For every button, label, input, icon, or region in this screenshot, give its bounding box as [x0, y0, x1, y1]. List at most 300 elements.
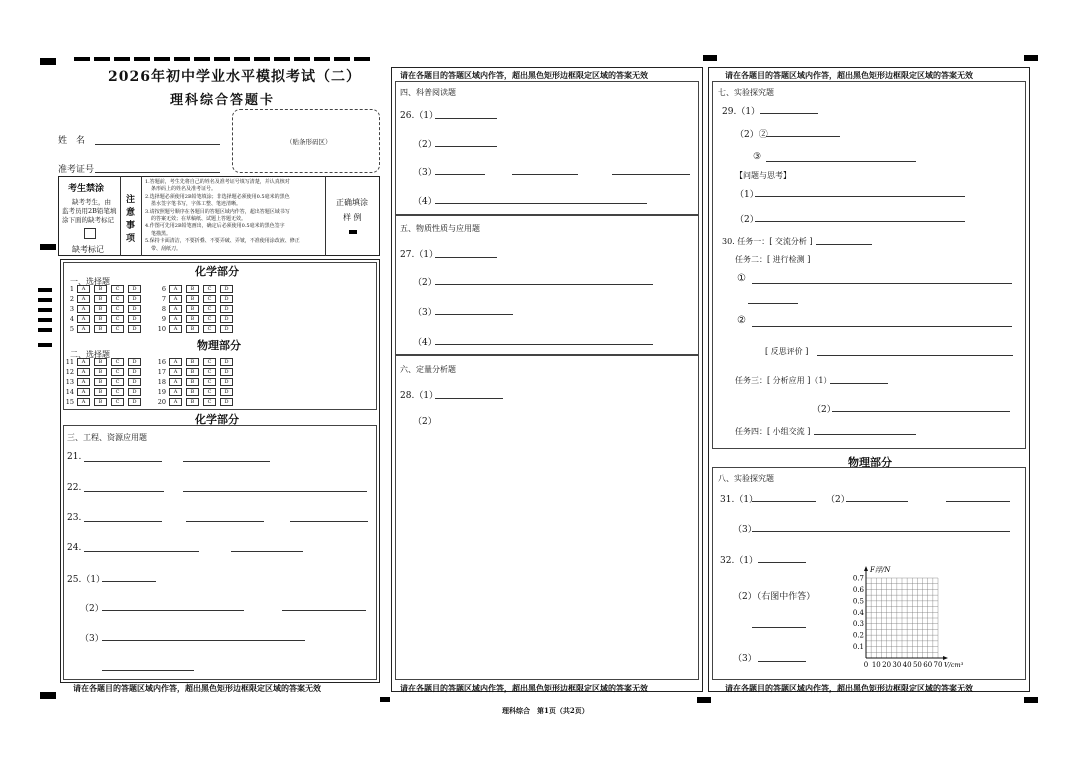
mc-option-bubble[interactable]: C	[203, 325, 216, 333]
y-axis-label: F浮/N	[870, 566, 891, 574]
mc-option-bubble[interactable]: B	[186, 305, 199, 313]
q29-part2-label: （2）②	[735, 130, 768, 140]
x-tick-label: 20	[882, 661, 892, 669]
q26-part4-label: （4）	[413, 197, 437, 207]
mc-option-bubble[interactable]: C	[203, 388, 216, 396]
mc-option-bubble[interactable]: A	[169, 358, 182, 366]
mc-option-bubble[interactable]: B	[94, 358, 107, 366]
q25-part2-label: （2）	[80, 604, 104, 614]
mc-option-bubble[interactable]: A	[77, 285, 90, 293]
section-3-box	[63, 425, 377, 680]
mc-option-bubble[interactable]: C	[111, 378, 124, 386]
mc-question-number: 20	[157, 398, 166, 406]
warning-text: 请在各题目的答题区域内作答，超出黑色矩形边框限定区域的答案无效	[73, 683, 321, 693]
check-2-label: ②	[737, 315, 746, 326]
q21-blank-1[interactable]	[84, 461, 162, 462]
q30-label: 30. 任务一：[ 交流分析 ]	[722, 237, 813, 246]
q24-label: 24.	[67, 543, 82, 553]
barcode-label: （贴条形码区）	[286, 138, 332, 146]
q26-blank-6[interactable]	[435, 203, 647, 204]
mc-option-bubble[interactable]: A	[169, 305, 182, 313]
mc-question-number: 17	[157, 368, 166, 376]
x-tick-label: 10	[871, 661, 881, 669]
mc-option-bubble[interactable]: A	[77, 315, 90, 323]
registration-mark	[40, 244, 56, 250]
mc-option-bubble[interactable]: D	[220, 315, 233, 323]
chemistry-title: 化学部分	[195, 265, 239, 278]
mc-question-number: 7	[161, 295, 166, 303]
mc-option-bubble[interactable]: A	[77, 398, 90, 406]
mc-question-number: 10	[157, 325, 166, 333]
mc-question-number: 12	[65, 368, 74, 376]
name-label: 姓 名	[58, 136, 86, 146]
mc-option-bubble[interactable]: C	[111, 368, 124, 376]
x-tick-label: 0	[863, 661, 869, 669]
mc-option-bubble[interactable]: C	[203, 358, 216, 366]
q25-part3-label: （3）	[80, 634, 104, 644]
q27-blank-2[interactable]	[435, 284, 653, 285]
task3-part2-label: （2）	[812, 405, 836, 415]
absent-text: 缺考考生，由	[72, 198, 111, 206]
q27-part3-label: （3）	[413, 308, 437, 318]
section-7-title: 七、实验探究题	[718, 88, 774, 97]
timing-mark	[38, 318, 52, 322]
absent-text: 涂下面的缺考标记	[62, 216, 114, 224]
task3-blank-2[interactable]	[832, 411, 1010, 412]
q29-label: 29.（1）	[722, 107, 761, 117]
q27-blank-4[interactable]	[435, 344, 653, 345]
mc-option-bubble[interactable]: B	[186, 358, 199, 366]
mc-option-bubble[interactable]: A	[77, 358, 90, 366]
mc-question-row	[152, 285, 237, 294]
absent-checkbox[interactable]	[84, 228, 96, 239]
q21-blank-2[interactable]	[183, 461, 270, 462]
reflect-part1-label: （1）	[735, 190, 759, 200]
mc-option-bubble[interactable]: B	[94, 305, 107, 313]
mc-option-bubble[interactable]: B	[94, 315, 107, 323]
x-axis-label: V/cm³	[944, 661, 964, 669]
x-tick-label: 70	[933, 661, 943, 669]
mc-option-bubble[interactable]: C	[111, 388, 124, 396]
q31-part3-label: （3）	[733, 525, 757, 535]
mc-question-row	[60, 398, 145, 407]
mc-option-bubble[interactable]: D	[220, 378, 233, 386]
mc-option-bubble[interactable]: A	[169, 368, 182, 376]
x-tick-label: 60	[923, 661, 933, 669]
mc-option-bubble[interactable]: C	[203, 285, 216, 293]
x-tick-label: 30	[892, 661, 902, 669]
section-5-box	[395, 215, 699, 355]
registration-mark	[40, 58, 56, 65]
mc-option-bubble[interactable]: D	[128, 398, 141, 406]
check-blank-1[interactable]	[752, 283, 1012, 284]
mc-question-row	[152, 358, 237, 367]
mc-question-row	[152, 305, 237, 314]
mc-option-bubble[interactable]: B	[94, 285, 107, 293]
check-blank-2[interactable]	[748, 303, 798, 304]
mc-option-bubble[interactable]: B	[186, 398, 199, 406]
mc-option-bubble[interactable]: D	[220, 285, 233, 293]
mc-option-bubble[interactable]: A	[169, 378, 182, 386]
section-3-title: 三、工程、资源应用题	[67, 433, 147, 442]
mc-option-bubble[interactable]: B	[94, 388, 107, 396]
note-line: 1.答题前，考生先将自己的姓名及准考证号填写清楚，并认真核对	[145, 179, 290, 185]
q28-part2-label: （2）	[413, 417, 437, 427]
q25-label: 25.（1）	[67, 575, 106, 585]
timing-mark	[38, 288, 52, 292]
absent-title: 考生禁涂	[68, 184, 105, 194]
registration-mark	[703, 55, 717, 61]
timing-dash	[74, 57, 90, 61]
fill-example-label: 正确填涂	[336, 198, 368, 207]
mc-option-bubble[interactable]: B	[94, 378, 107, 386]
timing-dash	[194, 57, 210, 61]
mc-question-row	[60, 315, 145, 324]
mc-question-number: 14	[65, 388, 74, 396]
timing-dash	[314, 57, 330, 61]
mc-option-bubble[interactable]: B	[186, 368, 199, 376]
mc-option-bubble[interactable]: B	[94, 368, 107, 376]
mc-question-number: 13	[65, 378, 74, 386]
timing-dash	[334, 57, 350, 61]
mc-question-number: 4	[69, 315, 74, 323]
mc-question-number: 5	[69, 325, 74, 333]
mc-option-bubble[interactable]: D	[128, 325, 141, 333]
section-2-title: 二、选择题	[70, 350, 110, 359]
mc-option-bubble[interactable]: D	[220, 325, 233, 333]
mc-question-number: 16	[157, 358, 166, 366]
buoyancy-graph[interactable]	[840, 563, 964, 669]
q26-blank-4[interactable]	[512, 174, 578, 175]
mc-option-bubble[interactable]: C	[111, 325, 124, 333]
q27-label: 27.（1）	[400, 250, 439, 260]
warning-text: 请在各题目的答题区域内作答，超出黑色矩形边框限定区域的答案无效	[400, 70, 648, 80]
section-1-title: 一、选择题	[70, 277, 110, 286]
task3-label: 任务三：[ 分析应用 ]（1）	[735, 376, 832, 385]
timing-dash	[154, 57, 170, 61]
mc-option-bubble[interactable]: C	[203, 398, 216, 406]
mc-option-bubble[interactable]: C	[203, 378, 216, 386]
registration-mark	[380, 697, 390, 702]
mc-option-bubble[interactable]: A	[169, 325, 182, 333]
mc-option-bubble[interactable]: D	[220, 388, 233, 396]
mc-option-bubble[interactable]: D	[220, 358, 233, 366]
q26-blank-2[interactable]	[435, 146, 497, 147]
divider	[141, 176, 142, 256]
y-tick-label: 0.3	[852, 620, 864, 629]
mc-question-number: 6	[161, 285, 166, 293]
q27-blank-3[interactable]	[435, 314, 513, 315]
mc-question-row	[152, 315, 237, 324]
q23-blank-3[interactable]	[290, 521, 368, 522]
mc-option-bubble[interactable]: A	[169, 398, 182, 406]
timing-dash	[234, 57, 250, 61]
note-line: 的答案无效；在草稿纸、试题上答题无效。	[151, 216, 247, 223]
mc-question-row	[60, 325, 145, 334]
mc-option-bubble[interactable]: A	[77, 325, 90, 333]
q22-blank-1[interactable]	[84, 491, 164, 492]
mc-option-bubble[interactable]: B	[186, 295, 199, 303]
mc-question-row	[60, 378, 145, 387]
x-axis-arrow	[943, 656, 948, 660]
exam-title: 2026年初中学业水平模拟考试（二）	[108, 69, 361, 85]
note-line: 带、刮纸刀。	[151, 245, 182, 252]
physics-title-right: 物理部分	[848, 456, 892, 469]
mc-option-bubble[interactable]: A	[169, 285, 182, 293]
task2-label: 任务二：[ 进行检测 ]	[735, 255, 811, 264]
note-line: 5.保持卡面清洁，不要折叠、不要弄破、弄皱，不准使用涂改液、修正	[145, 238, 300, 245]
q31-blank-1[interactable]	[752, 501, 816, 502]
mc-question-row	[60, 305, 145, 314]
mc-option-bubble[interactable]: C	[111, 285, 124, 293]
notes-title: 注	[126, 195, 136, 205]
mc-option-bubble[interactable]: A	[77, 378, 90, 386]
mc-question-number: 15	[65, 398, 74, 406]
section-5-title: 五、物质性质与应用题	[400, 224, 480, 233]
mc-option-bubble[interactable]: C	[111, 398, 124, 406]
mc-question-row	[152, 378, 237, 387]
footer-page-info: 理科综合 第1页（共2页）	[502, 706, 589, 715]
mc-question-number: 18	[157, 378, 166, 386]
q31-blank-3[interactable]	[946, 501, 1010, 502]
q26-blank-1[interactable]	[435, 118, 497, 119]
q21-label: 21.	[67, 452, 82, 462]
y-tick-label: 0.6	[852, 585, 864, 594]
mc-question-number: 1	[69, 285, 74, 293]
q23-blank-2[interactable]	[186, 521, 264, 522]
timing-mark	[38, 298, 52, 302]
mc-option-bubble[interactable]: B	[94, 325, 107, 333]
registration-mark	[697, 697, 711, 703]
q28-blank-1[interactable]	[435, 398, 503, 399]
task4-blank[interactable]	[814, 434, 916, 435]
mc-option-bubble[interactable]: C	[203, 368, 216, 376]
y-tick-label: 0.1	[852, 643, 864, 652]
check-blank-3[interactable]	[752, 326, 1012, 327]
reflect-title: 【问题与思考】	[735, 171, 791, 180]
mc-question-row	[152, 295, 237, 304]
q24-blank-1[interactable]	[84, 551, 199, 552]
mc-question-number: 19	[157, 388, 166, 396]
mc-option-bubble[interactable]: D	[128, 358, 141, 366]
mc-option-bubble[interactable]: D	[128, 388, 141, 396]
mc-option-bubble[interactable]: D	[128, 315, 141, 323]
q27-blank-1[interactable]	[435, 257, 497, 258]
q29-blank-3[interactable]	[766, 161, 916, 162]
warning-text: 请在各题目的答题区域内作答，超出黑色矩形边框限定区域的答案无效	[400, 683, 648, 693]
task4-label: 任务四：[ 小组交流 ]	[735, 427, 811, 436]
mc-option-bubble[interactable]: B	[94, 398, 107, 406]
q29-part3-label: ③	[753, 152, 762, 162]
mc-option-bubble[interactable]: D	[128, 285, 141, 293]
section-6-title: 六、定量分析题	[400, 365, 456, 374]
note-line: 笔描黑。	[151, 230, 172, 237]
notes-list	[145, 179, 325, 253]
mc-option-bubble[interactable]: D	[220, 295, 233, 303]
mc-option-bubble[interactable]: A	[77, 388, 90, 396]
timing-dash	[174, 57, 190, 61]
mc-question-row	[60, 368, 145, 377]
q26-label: 26.（1）	[400, 111, 439, 121]
timing-dash	[354, 57, 370, 61]
section-4-title: 四、科普阅读题	[400, 88, 456, 97]
mc-option-bubble[interactable]: D	[128, 295, 141, 303]
mc-question-number: 11	[65, 358, 74, 366]
mc-option-bubble[interactable]: D	[220, 398, 233, 406]
q23-blank-1[interactable]	[84, 521, 162, 522]
x-tick-label: 40	[902, 661, 912, 669]
mc-question-row	[60, 388, 145, 397]
warning-text: 请在各题目的答题区域内作答，超出黑色矩形边框限定区域的答案无效	[725, 683, 973, 693]
timing-dash	[294, 57, 310, 61]
note-line: 条形码上的姓名及准考证号。	[151, 186, 217, 193]
mc-option-bubble[interactable]: C	[111, 315, 124, 323]
mc-option-bubble[interactable]: C	[111, 295, 124, 303]
mc-option-bubble[interactable]: A	[169, 388, 182, 396]
mc-option-bubble[interactable]: C	[203, 315, 216, 323]
q28-label: 28.（1）	[400, 391, 439, 401]
mc-question-row	[60, 285, 145, 294]
q25-blank-2[interactable]	[102, 610, 244, 611]
mc-option-bubble[interactable]: A	[77, 368, 90, 376]
q25-blank-5[interactable]	[102, 670, 194, 671]
q30-blank-1[interactable]	[816, 244, 872, 245]
section-6-box	[395, 355, 699, 680]
timing-mark	[38, 328, 52, 332]
q32-part3-label: （3）	[733, 654, 757, 664]
task3-blank-1[interactable]	[830, 383, 888, 384]
mc-option-bubble[interactable]: D	[220, 368, 233, 376]
y-tick-label: 0.7	[852, 574, 864, 583]
y-tick-label: 0.5	[852, 597, 864, 606]
mc-option-bubble[interactable]: D	[128, 305, 141, 313]
timing-dash	[214, 57, 230, 61]
mc-question-row	[152, 325, 237, 334]
name-field[interactable]	[95, 144, 220, 145]
q31-part2-label: （2）	[826, 495, 850, 505]
fill-example-label: 样 例	[343, 213, 362, 222]
q25-blank-1[interactable]	[102, 581, 156, 582]
q27-part2-label: （2）	[413, 278, 437, 288]
q25-blank-3[interactable]	[282, 610, 366, 611]
q32-blank-3[interactable]	[758, 661, 806, 662]
q22-blank-2[interactable]	[183, 491, 367, 492]
notes-title: 事	[126, 221, 136, 231]
eval-blank[interactable]	[817, 355, 1013, 356]
mc-question-number: 2	[69, 295, 74, 303]
section-8-title: 八、实验探究题	[718, 474, 774, 483]
mc-option-bubble[interactable]: D	[220, 305, 233, 313]
timing-dash	[94, 57, 110, 61]
q26-part3-label: （3）	[413, 168, 437, 178]
timing-dash	[274, 57, 290, 61]
mc-option-bubble[interactable]: C	[203, 295, 216, 303]
reflect-blank-2[interactable]	[755, 221, 965, 222]
y-tick-label: 0.2	[852, 631, 864, 640]
timing-dash	[134, 57, 150, 61]
physics-title: 物理部分	[197, 339, 241, 352]
q31-blank-4[interactable]	[752, 531, 1010, 532]
warning-text: 请在各题目的答题区域内作答，超出黑色矩形边框限定区域的答案无效	[725, 70, 973, 80]
q31-blank-2[interactable]	[846, 501, 908, 502]
id-label: 准考证号	[58, 165, 95, 175]
q26-part2-label: （2）	[413, 140, 437, 150]
mc-option-bubble[interactable]: B	[186, 388, 199, 396]
fill-example-mark	[349, 230, 357, 234]
q25-blank-4[interactable]	[102, 640, 305, 641]
q23-label: 23.	[67, 513, 82, 523]
q32-blank-1[interactable]	[758, 562, 806, 563]
q22-label: 22.	[67, 483, 82, 493]
mc-option-bubble[interactable]: B	[186, 315, 199, 323]
mc-question-number: 3	[69, 305, 74, 313]
q32-blank-2[interactable]	[752, 627, 806, 628]
x-tick-label: 50	[912, 661, 922, 669]
eval-label: [ 反思评价 ]	[765, 347, 809, 356]
mc-option-bubble[interactable]: A	[169, 315, 182, 323]
y-tick-label: 0.4	[852, 608, 864, 617]
notes-title: 意	[126, 208, 136, 218]
mc-option-bubble[interactable]: D	[128, 368, 141, 376]
mc-option-bubble[interactable]: A	[77, 305, 90, 313]
q24-blank-2[interactable]	[231, 551, 303, 552]
mc-option-bubble[interactable]: B	[94, 295, 107, 303]
mc-question-number: 9	[161, 315, 166, 323]
timing-mark	[38, 343, 52, 347]
notes-title: 项	[126, 234, 136, 244]
q26-blank-5[interactable]	[612, 174, 690, 175]
q29-blank-2[interactable]	[766, 136, 840, 137]
mc-option-bubble[interactable]: A	[77, 295, 90, 303]
registration-mark	[1024, 697, 1038, 703]
absent-text: 监考员用2B铅笔填	[62, 207, 117, 215]
reflect-blank-1[interactable]	[755, 196, 965, 197]
mc-option-bubble[interactable]: C	[111, 358, 124, 366]
mc-question-row	[60, 358, 145, 367]
mc-question-number: 8	[161, 305, 166, 313]
chemistry-title-2: 化学部分	[195, 413, 239, 426]
note-line: 3.请按照题号顺序在各题目的答题区域内作答，超出答题区域书写	[145, 208, 290, 215]
section-4-box	[395, 81, 699, 215]
mc-question-row	[152, 388, 237, 397]
mc-option-bubble[interactable]: B	[186, 285, 199, 293]
card-title: 理科综合答题卡	[170, 93, 276, 108]
mc-question-row	[60, 295, 145, 304]
mc-option-bubble[interactable]: B	[186, 378, 199, 386]
note-line: 2.选择题必须使用2B铅笔填涂；非选择题必须使用0.5毫米的黑色	[145, 193, 290, 200]
q26-blank-3[interactable]	[435, 174, 485, 175]
id-field[interactable]	[95, 172, 220, 173]
note-line: 墨水签字笔书写，字体工整、笔迹清晰。	[151, 201, 242, 208]
divider	[120, 176, 121, 256]
registration-mark	[1024, 55, 1038, 61]
y-axis-arrow	[864, 566, 868, 571]
absent-mark-label: 缺考标记	[72, 245, 104, 254]
timing-dash	[114, 57, 130, 61]
mc-option-bubble[interactable]: C	[203, 305, 216, 313]
reflect-part2-label: （2）	[735, 215, 759, 225]
check-1-label: ①	[737, 273, 746, 284]
mc-question-row	[152, 398, 237, 407]
q29-blank-1[interactable]	[760, 113, 818, 114]
mc-option-bubble[interactable]: B	[186, 325, 199, 333]
q32-label: 32.（1）	[720, 556, 759, 566]
mc-option-bubble[interactable]: D	[128, 378, 141, 386]
registration-mark	[40, 692, 56, 699]
q32-part2-label: （2）（右图中作答）	[733, 592, 816, 602]
mc-option-bubble[interactable]: A	[169, 295, 182, 303]
mc-option-bubble[interactable]: C	[111, 305, 124, 313]
